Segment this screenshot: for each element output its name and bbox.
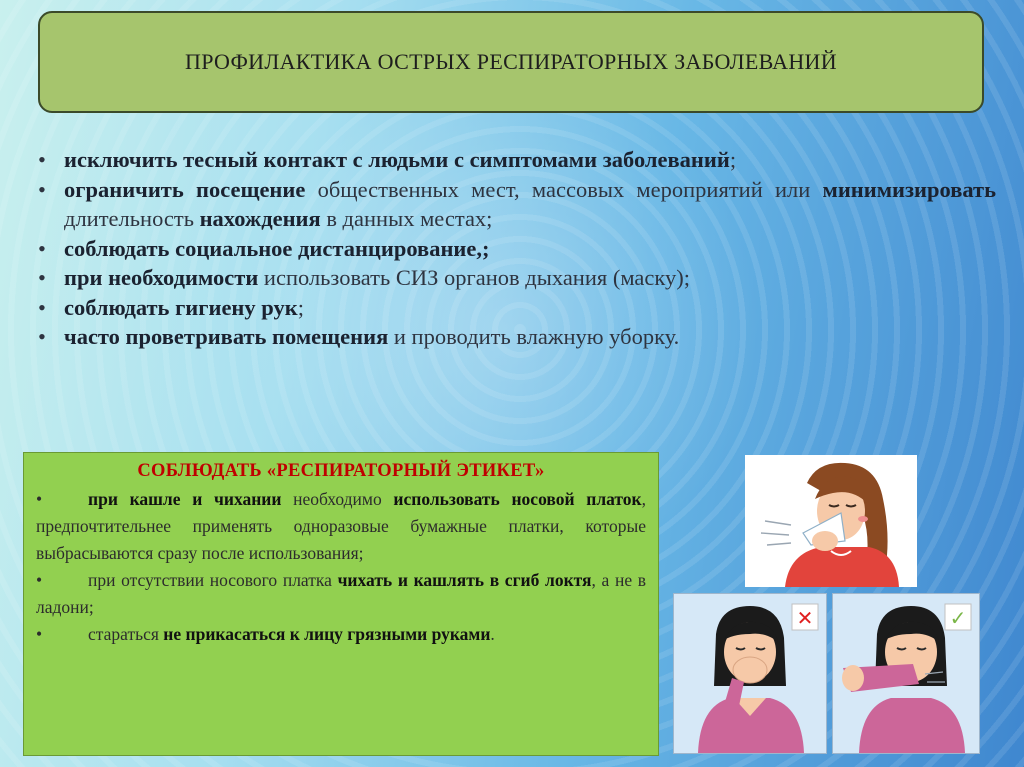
list-item [36,263,996,293]
bullet-dot: • [36,624,43,644]
list-item-text: соблюдать социальное дистанцирование,; [64,235,490,261]
list-item [36,145,996,175]
sneezing-woman-illustration [745,455,917,587]
cough-into-palms-icon [674,594,826,753]
list-item-text: ограничить посещение общественных мест, массовых мероприятий или минимизировать длительность нахождения в данных местах; [64,176,996,231]
prevention-list [36,145,996,352]
list-item-text: при необходимости использовать СИЗ органов дыхания (маску); [64,265,691,290]
list-item [36,322,996,352]
list-item [36,293,996,323]
cough-into-elbow-icon [833,594,979,753]
list-item-text: соблюдать гигиену рук; [64,294,304,320]
list-item-text: часто проветривать помещения и проводить влажную уборку. [64,324,680,349]
bullet-dot: • [36,570,43,590]
etiquette-item: • при отсутствии носового платка чихать и кашлять в сгиб локтя, а не в ладони; [36,567,646,621]
wrong-mark: ✕ [796,606,814,630]
etiquette-title: СОБЛЮДАТЬ «РЕСПИРАТОРНЫЙ ЭТИКЕТ» [137,461,545,481]
list-item-text: исключить тесный контакт с людьми с симптомами заболеваний; [64,147,737,172]
etiquette-item: • при кашле и чихании необходимо использовать носовой платок, предпочтительнее применять одноразовые бумажные платки, которые выбрасываются сразу после использования; [36,486,646,567]
sneezing-woman-icon [745,455,917,587]
right-cough-illustration [832,593,980,754]
page-title: ПРОФИЛАКТИКА ОСТРЫХ РЕСПИРАТОРНЫХ ЗАБОЛЕВАНИЙ [185,49,837,74]
list-item [36,234,996,264]
respiratory-etiquette-box [23,452,659,756]
bullet-dot: • [36,489,43,509]
right-mark: ✓ [949,606,967,630]
etiquette-item: • стараться не прикасаться к лицу грязными руками. [36,621,646,648]
wrong-cough-illustration [673,593,827,754]
title-banner [38,11,984,113]
list-item [36,175,996,234]
